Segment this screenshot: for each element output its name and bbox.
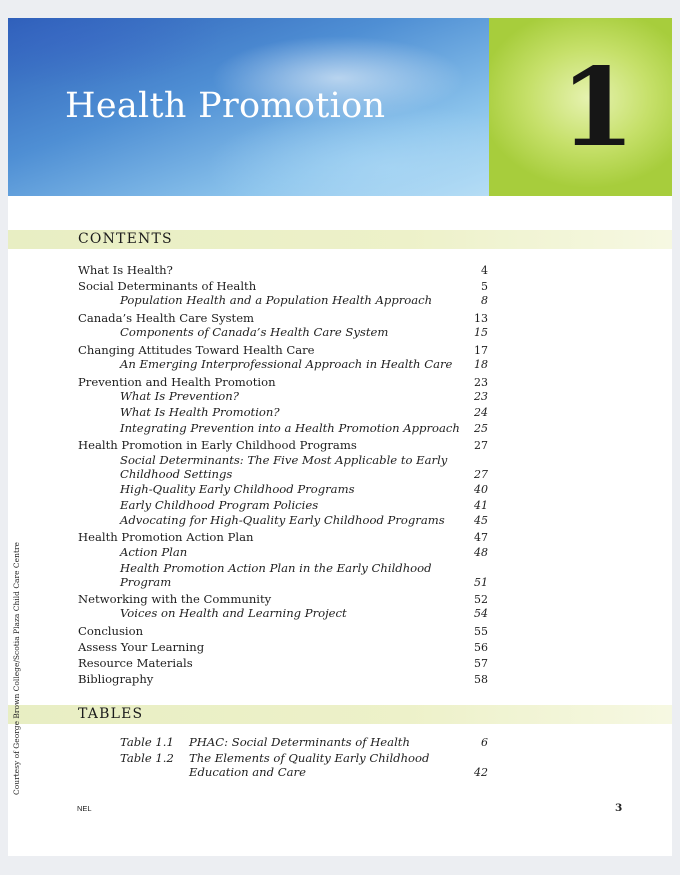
toc-page-number: 8 bbox=[481, 294, 488, 307]
toc-page-number: 48 bbox=[474, 546, 488, 559]
toc-subentry[interactable]: Early Childhood Program Policies bbox=[120, 498, 319, 512]
toc-page-number: 27 bbox=[474, 468, 488, 481]
toc-page-number: 42 bbox=[474, 766, 488, 779]
tables-heading: TABLES bbox=[78, 706, 144, 722]
toc-page-number: 24 bbox=[474, 406, 488, 419]
toc-entry[interactable]: Conclusion bbox=[78, 624, 144, 638]
toc-subentry[interactable]: Components of Canada’s Health Care System bbox=[120, 325, 389, 339]
toc-page-number: 23 bbox=[474, 390, 488, 403]
chapter-number: 1 bbox=[560, 45, 636, 171]
toc-page-number: 51 bbox=[474, 576, 488, 589]
toc-entry[interactable]: Networking with the Community bbox=[78, 592, 272, 606]
toc-page-number: 55 bbox=[474, 625, 488, 638]
toc-page-number: 54 bbox=[474, 607, 488, 620]
tables-header-bar bbox=[8, 705, 672, 724]
publisher-mark: NEL bbox=[77, 804, 92, 813]
toc-subentry[interactable]: High-Quality Early Childhood Programs bbox=[120, 482, 355, 496]
table-title[interactable]: PHAC: Social Determinants of Health bbox=[189, 735, 410, 749]
toc-subentry[interactable]: An Emerging Interprofessional Approach in Health Care bbox=[120, 357, 453, 371]
toc-entry[interactable]: Health Promotion Action Plan bbox=[78, 530, 254, 544]
toc-entry[interactable]: Prevention and Health Promotion bbox=[78, 375, 276, 389]
table-number: Table 1.2 bbox=[120, 751, 174, 765]
toc-page-number: 57 bbox=[474, 657, 488, 670]
toc-subentry[interactable]: Social Determinants: The Five Most Applicable to Early bbox=[120, 453, 448, 467]
photo-credit: Courtesy of George Brown College/Scotia Plaza Child Care Centre bbox=[12, 542, 21, 795]
toc-entry[interactable]: Assess Your Learning bbox=[78, 640, 205, 654]
toc-page-number: 58 bbox=[474, 673, 488, 686]
toc-entry[interactable]: Health Promotion in Early Childhood Programs bbox=[78, 438, 357, 452]
contents-heading: CONTENTS bbox=[78, 231, 173, 247]
toc-page-number: 6 bbox=[481, 736, 488, 749]
toc-entry[interactable]: Canada’s Health Care System bbox=[78, 311, 255, 325]
toc-page-number: 13 bbox=[474, 312, 488, 325]
toc-subentry[interactable]: Health Promotion Action Plan in the Early Childhood bbox=[120, 561, 432, 575]
toc-page-number: 27 bbox=[474, 439, 488, 452]
toc-subentry[interactable]: What Is Health Promotion? bbox=[120, 405, 280, 419]
chapter-title: Health Promotion bbox=[65, 86, 386, 126]
toc-page-number: 18 bbox=[474, 358, 488, 371]
page-number: 3 bbox=[615, 802, 623, 814]
toc-page-number: 5 bbox=[481, 280, 488, 293]
chapter-banner-photo bbox=[8, 18, 489, 196]
toc-entry[interactable]: Social Determinants of Health bbox=[78, 279, 257, 293]
toc-page-number: 41 bbox=[474, 499, 488, 512]
toc-page-number: 56 bbox=[474, 641, 488, 654]
document-page bbox=[8, 18, 672, 856]
toc-subentry[interactable]: Action Plan bbox=[120, 545, 188, 559]
toc-page-number: 45 bbox=[474, 514, 488, 527]
toc-page-number: 15 bbox=[474, 326, 488, 339]
contents-header-bar bbox=[8, 230, 672, 249]
toc-subentry-continued[interactable]: Program bbox=[120, 575, 172, 589]
toc-page-number: 47 bbox=[474, 531, 488, 544]
toc-page-number: 23 bbox=[474, 376, 488, 389]
table-number: Table 1.1 bbox=[120, 735, 174, 749]
toc-subentry[interactable]: Integrating Prevention into a Health Promotion Approach bbox=[120, 421, 460, 435]
toc-page-number: 40 bbox=[474, 483, 488, 496]
toc-subentry[interactable]: What Is Prevention? bbox=[120, 389, 239, 403]
toc-page-number: 4 bbox=[481, 264, 488, 277]
toc-subentry-continued[interactable]: Childhood Settings bbox=[120, 467, 233, 481]
table-title[interactable]: The Elements of Quality Early Childhood bbox=[189, 751, 430, 765]
toc-entry[interactable]: Bibliography bbox=[78, 672, 154, 686]
toc-entry[interactable]: Resource Materials bbox=[78, 656, 193, 670]
toc-page-number: 17 bbox=[474, 344, 488, 357]
toc-subentry[interactable]: Population Health and a Population Health Approach bbox=[120, 293, 433, 307]
toc-entry[interactable]: Changing Attitudes Toward Health Care bbox=[78, 343, 315, 357]
toc-page-number: 25 bbox=[474, 422, 488, 435]
toc-page-number: 52 bbox=[474, 593, 488, 606]
toc-subentry[interactable]: Voices on Health and Learning Project bbox=[120, 606, 347, 620]
toc-entry[interactable]: What Is Health? bbox=[78, 263, 173, 277]
table-title-continued[interactable]: Education and Care bbox=[189, 765, 306, 779]
toc-subentry[interactable]: Advocating for High-Quality Early Childhood Programs bbox=[120, 513, 445, 527]
